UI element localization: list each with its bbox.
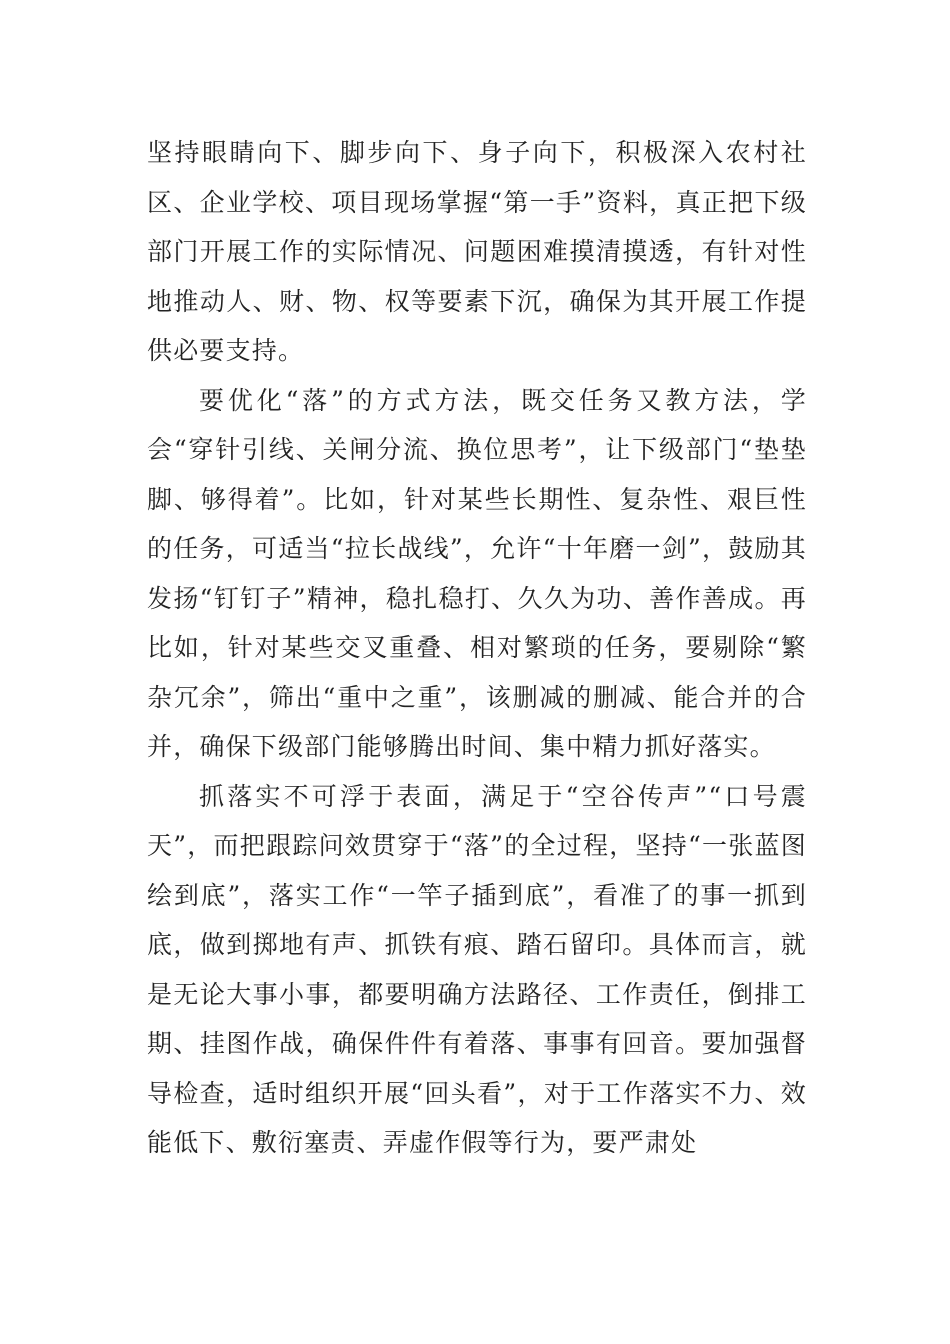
paragraph-followup: 抓落实不可浮于表面，满足于“空谷传声”“口号震天”，而把跟踪问效贯穿于“落”的全过程，坚持“一张蓝图绘到底”，落实工作“一竿子插到底”，看准了的事一抓到底，做到掷地有声、抓铁有痕、踏石留印。具体而言，就是无论大事小事，都要明确方法路径、工作责任，倒排工期、挂图作战，确保件件有着落、事事有回音。要加强督导检查，适时组织开展“回头看”，对于工作落实不力、效能低下、敷衍塞责、弄虚作假等行为，要严肃处	[147, 781, 807, 1157]
paragraph-method: 要优化“落”的方式方法，既交任务又教方法，学会“穿针引线、关闸分流、换位思考”，让下级部门“垫垫脚、够得着”。比如，针对某些长期性、复杂性、艰巨性的任务，可适当“拉长战线”，允许“十年磨一剑”，鼓励其发扬“钉钉子”精神，稳扎稳打、久久为功、善作善成。再比如，针对某些交叉重叠、相对繁琐的任务，要剔除“繁杂冗余”，筛出“重中之重”，该删减的删减、能合并的合并，确保下级部门能够腾出时间、集中精力抓好落实。	[147, 385, 807, 761]
paragraph-continued: 坚持眼睛向下、脚步向下、身子向下，积极深入农村社区、企业学校、项目现场掌握“第一手”资料，真正把下级部门开展工作的实际情况、问题困难摸清摸透，有针对性地推动人、财、物、权等要素下沉，确保为其开展工作提供必要支持。	[147, 138, 807, 365]
document-body	[147, 128, 807, 1168]
